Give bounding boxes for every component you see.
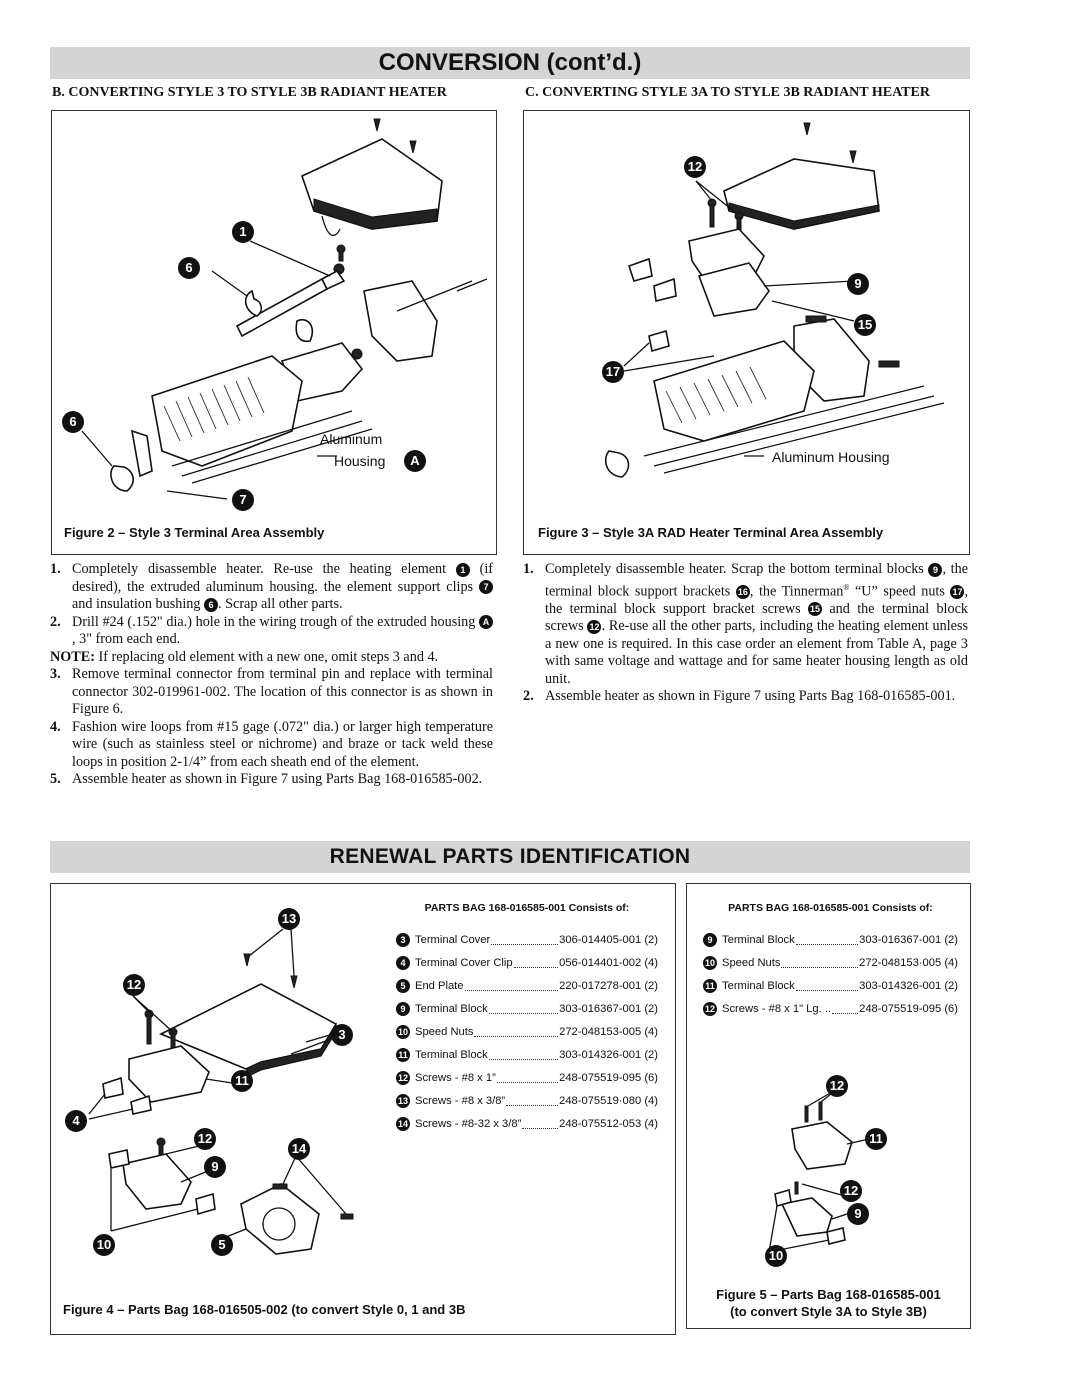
callout-6: 6 <box>62 411 84 433</box>
figure-5-caption-line-1: Figure 5 – Parts Bag 168-016585-001 <box>716 1287 941 1302</box>
callout-9: 9 <box>847 1203 869 1225</box>
callout-11: 11 <box>865 1128 887 1150</box>
callout-9: 9 <box>847 273 869 295</box>
figure-5-box <box>686 883 971 1329</box>
parts-list-item: 14 Screws - #8-32 x 3/8” 248-075512-053 (4) <box>397 1117 658 1130</box>
callout-12: 12 <box>684 156 706 178</box>
figure-4-caption: Figure 4 – Parts Bag 168-016505-002 (to convert Style 0, 1 and 3B <box>63 1302 466 1317</box>
section-b-instructions <box>50 561 493 789</box>
parts-list-item: 9 Terminal Block 303-016367-001 (2) <box>703 928 958 951</box>
parts-list-item: 12 Screws - #8 x 1" Lg. .. 248-075519-095 (6) <box>704 1002 958 1015</box>
callout-4: 4 <box>65 1110 87 1132</box>
parts-list-item: 5 End Plate 220-017278-001 (2) <box>396 974 658 997</box>
figure-5-caption-line-2: (to convert Style 3A to Style 3B) <box>730 1304 927 1319</box>
callout-12: 12 <box>840 1180 862 1202</box>
callout-10: 10 <box>765 1245 787 1267</box>
parts-list-item: 13 Screws - #8 x 3/8” 248-075519·080 (4) <box>397 1094 658 1107</box>
parts-list-figure-4 <box>396 902 658 1135</box>
label-housing: Housing <box>334 453 386 469</box>
section-title-conversion: CONVERSION (cont’d.) <box>50 47 970 79</box>
callout-17: 17 <box>602 361 624 383</box>
figure-3-caption: Figure 3 – Style 3A RAD Heater Terminal Area Assembly <box>538 525 884 540</box>
figure-4-box <box>50 883 676 1335</box>
parts-list-item: 11 Terminal Block 303-014326-001 (2) <box>703 974 958 997</box>
figure-2-illustration <box>52 111 496 511</box>
figure-4-illustration <box>51 884 391 1274</box>
section-c-instructions <box>523 561 968 706</box>
parts-list-item: 3 Terminal Cover 306-014405-001 (2) <box>396 928 658 951</box>
callout-12: 12 <box>826 1075 848 1097</box>
section-b-step-3: 3. Remove terminal connector from terminal pin and replace with terminal connector 302-019961-002. The location of this connector is as shown in Figure 6. <box>50 666 493 717</box>
callout-10: 10 <box>93 1234 115 1256</box>
figure-2-caption: Figure 2 – Style 3 Terminal Area Assembly <box>64 525 325 540</box>
parts-list-header: PARTS BAG 168-016585-001 Consists of: <box>728 902 933 914</box>
callout-9: 9 <box>204 1156 226 1178</box>
section-b-step-2: 2. Drill #24 (.152" dia.) hole in the wiring trough of the extruded housing A, 3" from each end. <box>50 614 493 649</box>
figure-5-illustration <box>687 884 970 1328</box>
callout-13: 13 <box>278 908 300 930</box>
callout-6: 6 <box>178 257 200 279</box>
section-title-renewal: RENEWAL PARTS IDENTIFICATION <box>50 841 970 873</box>
section-c-step-1: 1. Completely disassemble heater. Scrap the bottom terminal blocks 9 , the terminal block support brackets 16 , the Tinnerman® “U” speed nuts 17 , the terminal block support bracket screws 15 and the terminal block screws 12 . Re-use all the other parts, including the heating element unless a new one is required. In this case order an element from Table A, page 3 with same voltage and wattage and for same heater housing length as old unit. <box>523 561 968 687</box>
label-aluminum: Aluminum <box>320 431 383 447</box>
section-c-heading: C. CONVERTING STYLE 3A TO STYLE 3B RADIANT HEATER <box>525 85 930 100</box>
parts-list-item: 4 Terminal Cover Clip 056-014401-002 (4) <box>396 951 658 974</box>
parts-list-item: 9 Terminal Block 303-016367-001 (2) <box>396 997 658 1020</box>
section-b-heading: B. CONVERTING STYLE 3 TO STYLE 3B RADIANT HEATER <box>52 85 447 100</box>
figure-2-box <box>51 110 497 555</box>
parts-list-item: 12 Screws - #8 x 1” 248-075519-095 (6) <box>397 1071 658 1084</box>
callout-5: 5 <box>211 1234 233 1256</box>
section-c-step-2: 2. Assemble heater as shown in Figure 7 using Parts Bag 168-016585-001. <box>523 688 956 705</box>
label-aluminum-housing: Aluminum Housing <box>772 449 890 465</box>
callout-15: 15 <box>854 314 876 336</box>
section-b-note: NOTE: If replacing old element with a new one, omit steps 3 and 4. <box>50 648 439 665</box>
callout-14: 14 <box>288 1138 310 1160</box>
callout-12: 12 <box>194 1128 216 1150</box>
callout-3: 3 <box>331 1024 353 1046</box>
section-b-step-4: 4. Fashion wire loops from #15 gage (.072" dia.) or larger high temperature wire (such as stainless steel or nichrome) and braze or tack weld these loops in position 2-1/4” from each sheath end of the element. <box>50 718 493 770</box>
section-b-step-5: 5. Assemble heater as shown in Figure 7 using Parts Bag 168-016585-002. <box>50 771 483 787</box>
section-b-step-1: 1. Completely disassemble heater. Re-use the heating element 1 (if desired), the extruded aluminum housing. the element support clips 7 and insulation bushing 6 . Scrap all other parts. <box>50 561 493 612</box>
figure-3-box <box>523 110 970 555</box>
parts-list-item: 10 Speed Nuts 272-048153·005 (4) <box>704 956 958 969</box>
callout-11: 11 <box>231 1070 253 1092</box>
callout-12: 12 <box>123 974 145 996</box>
callout-a: A <box>404 450 426 472</box>
figure-3-illustration <box>524 111 969 511</box>
callout-1: 1 <box>232 221 254 243</box>
parts-list-item: 10 Speed Nuts 272-048153-005 (4) <box>397 1025 658 1038</box>
callout-7: 7 <box>232 489 254 511</box>
parts-list-header: PARTS BAG 168-016585-001 Consists of: <box>424 902 630 914</box>
parts-list-item: 11 Terminal Block 303-014326-001 (2) <box>396 1043 658 1066</box>
